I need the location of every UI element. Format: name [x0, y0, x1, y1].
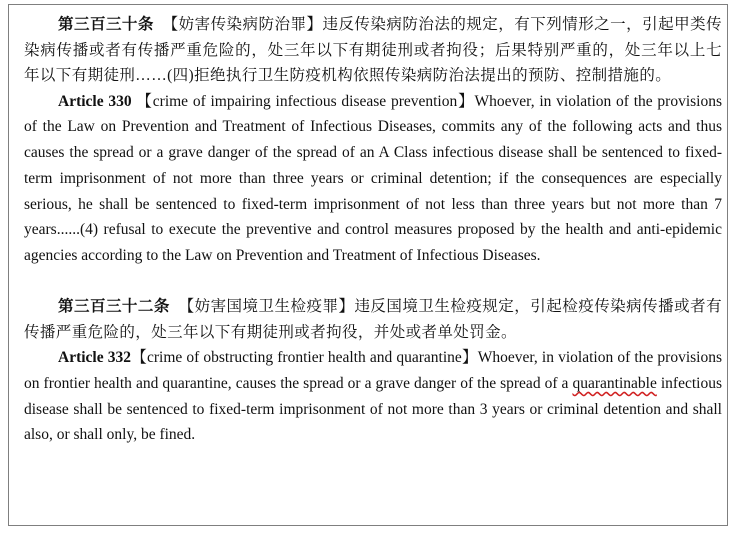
article-332-english-body-part1: Whoever, in violation of the provisions on frontier health and quarantine, causes the spread or a grave danger of the spread of a	[24, 349, 722, 392]
spellcheck-flagged-word[interactable]: quarantinable	[572, 374, 657, 392]
article-330-english-title: 【crime of impairing infectious disease prevention】	[136, 92, 475, 110]
paragraph-gap	[24, 269, 722, 294]
article-332-chinese-body: 违反国境卫生检疫规定，引起检疫传染病传播或者有传播严重危险的，处三年以下有期徒刑或者拘役，并处或者单处罚金。	[24, 298, 722, 341]
article-332-chinese	[24, 294, 722, 345]
article-330-chinese	[24, 12, 722, 89]
article-330-english	[24, 89, 722, 270]
article-330-english-number: Article 330	[58, 92, 132, 110]
article-332-chinese-number: 第三百三十二条	[58, 298, 170, 316]
article-332-english-body-part2: infectious disease shall be sentenced to fixed-term imprisonment of not more than 3 years or criminal detention and shall also, or shall only, be fined.	[24, 374, 722, 444]
article-332-english	[24, 345, 722, 448]
article-330-english-body: Whoever, in violation of the provisions of the Law on Prevention and Treatment of Infectious Diseases, commits any of the following acts and thus causes the spread or a grave danger of the spread of an A Class infectious disease shall be sentenced to fixed-term imprisonment of not more than three years or criminal detention; if the consequences are especially serious, he shall be sentenced to fixed-term imprisonment of not less than three years but not more than 7 years......(4) refusal to execute the preventive and control measures proposed by the health and anti-epidemic agencies according to the Law on Prevention and Treatment of Infectious Diseases.	[24, 92, 722, 265]
article-332-chinese-title: 【妨害国境卫生检疫罪】	[178, 298, 355, 316]
article-332-english-number: Article 332	[58, 349, 131, 367]
article-330-chinese-title: 【妨害传染病防治罪】	[162, 16, 323, 33]
article-332-english-title: 【crime of obstructing frontier health and quarantine】	[130, 349, 478, 367]
article-330-chinese-body: 违反传染病防治法的规定，有下列情形之一，引起甲类传染病传播或者有传播严重危险的，处三年以下有期徒刑或者拘役；后果特别严重的，处三年以上七年以下有期徒刑……(四)拒绝执行卫生防疫机构依照传染病防治法提出的预防、控制措施的。	[24, 16, 722, 84]
document-body	[24, 12, 722, 448]
article-330-chinese-number: 第三百三十条	[58, 16, 154, 33]
